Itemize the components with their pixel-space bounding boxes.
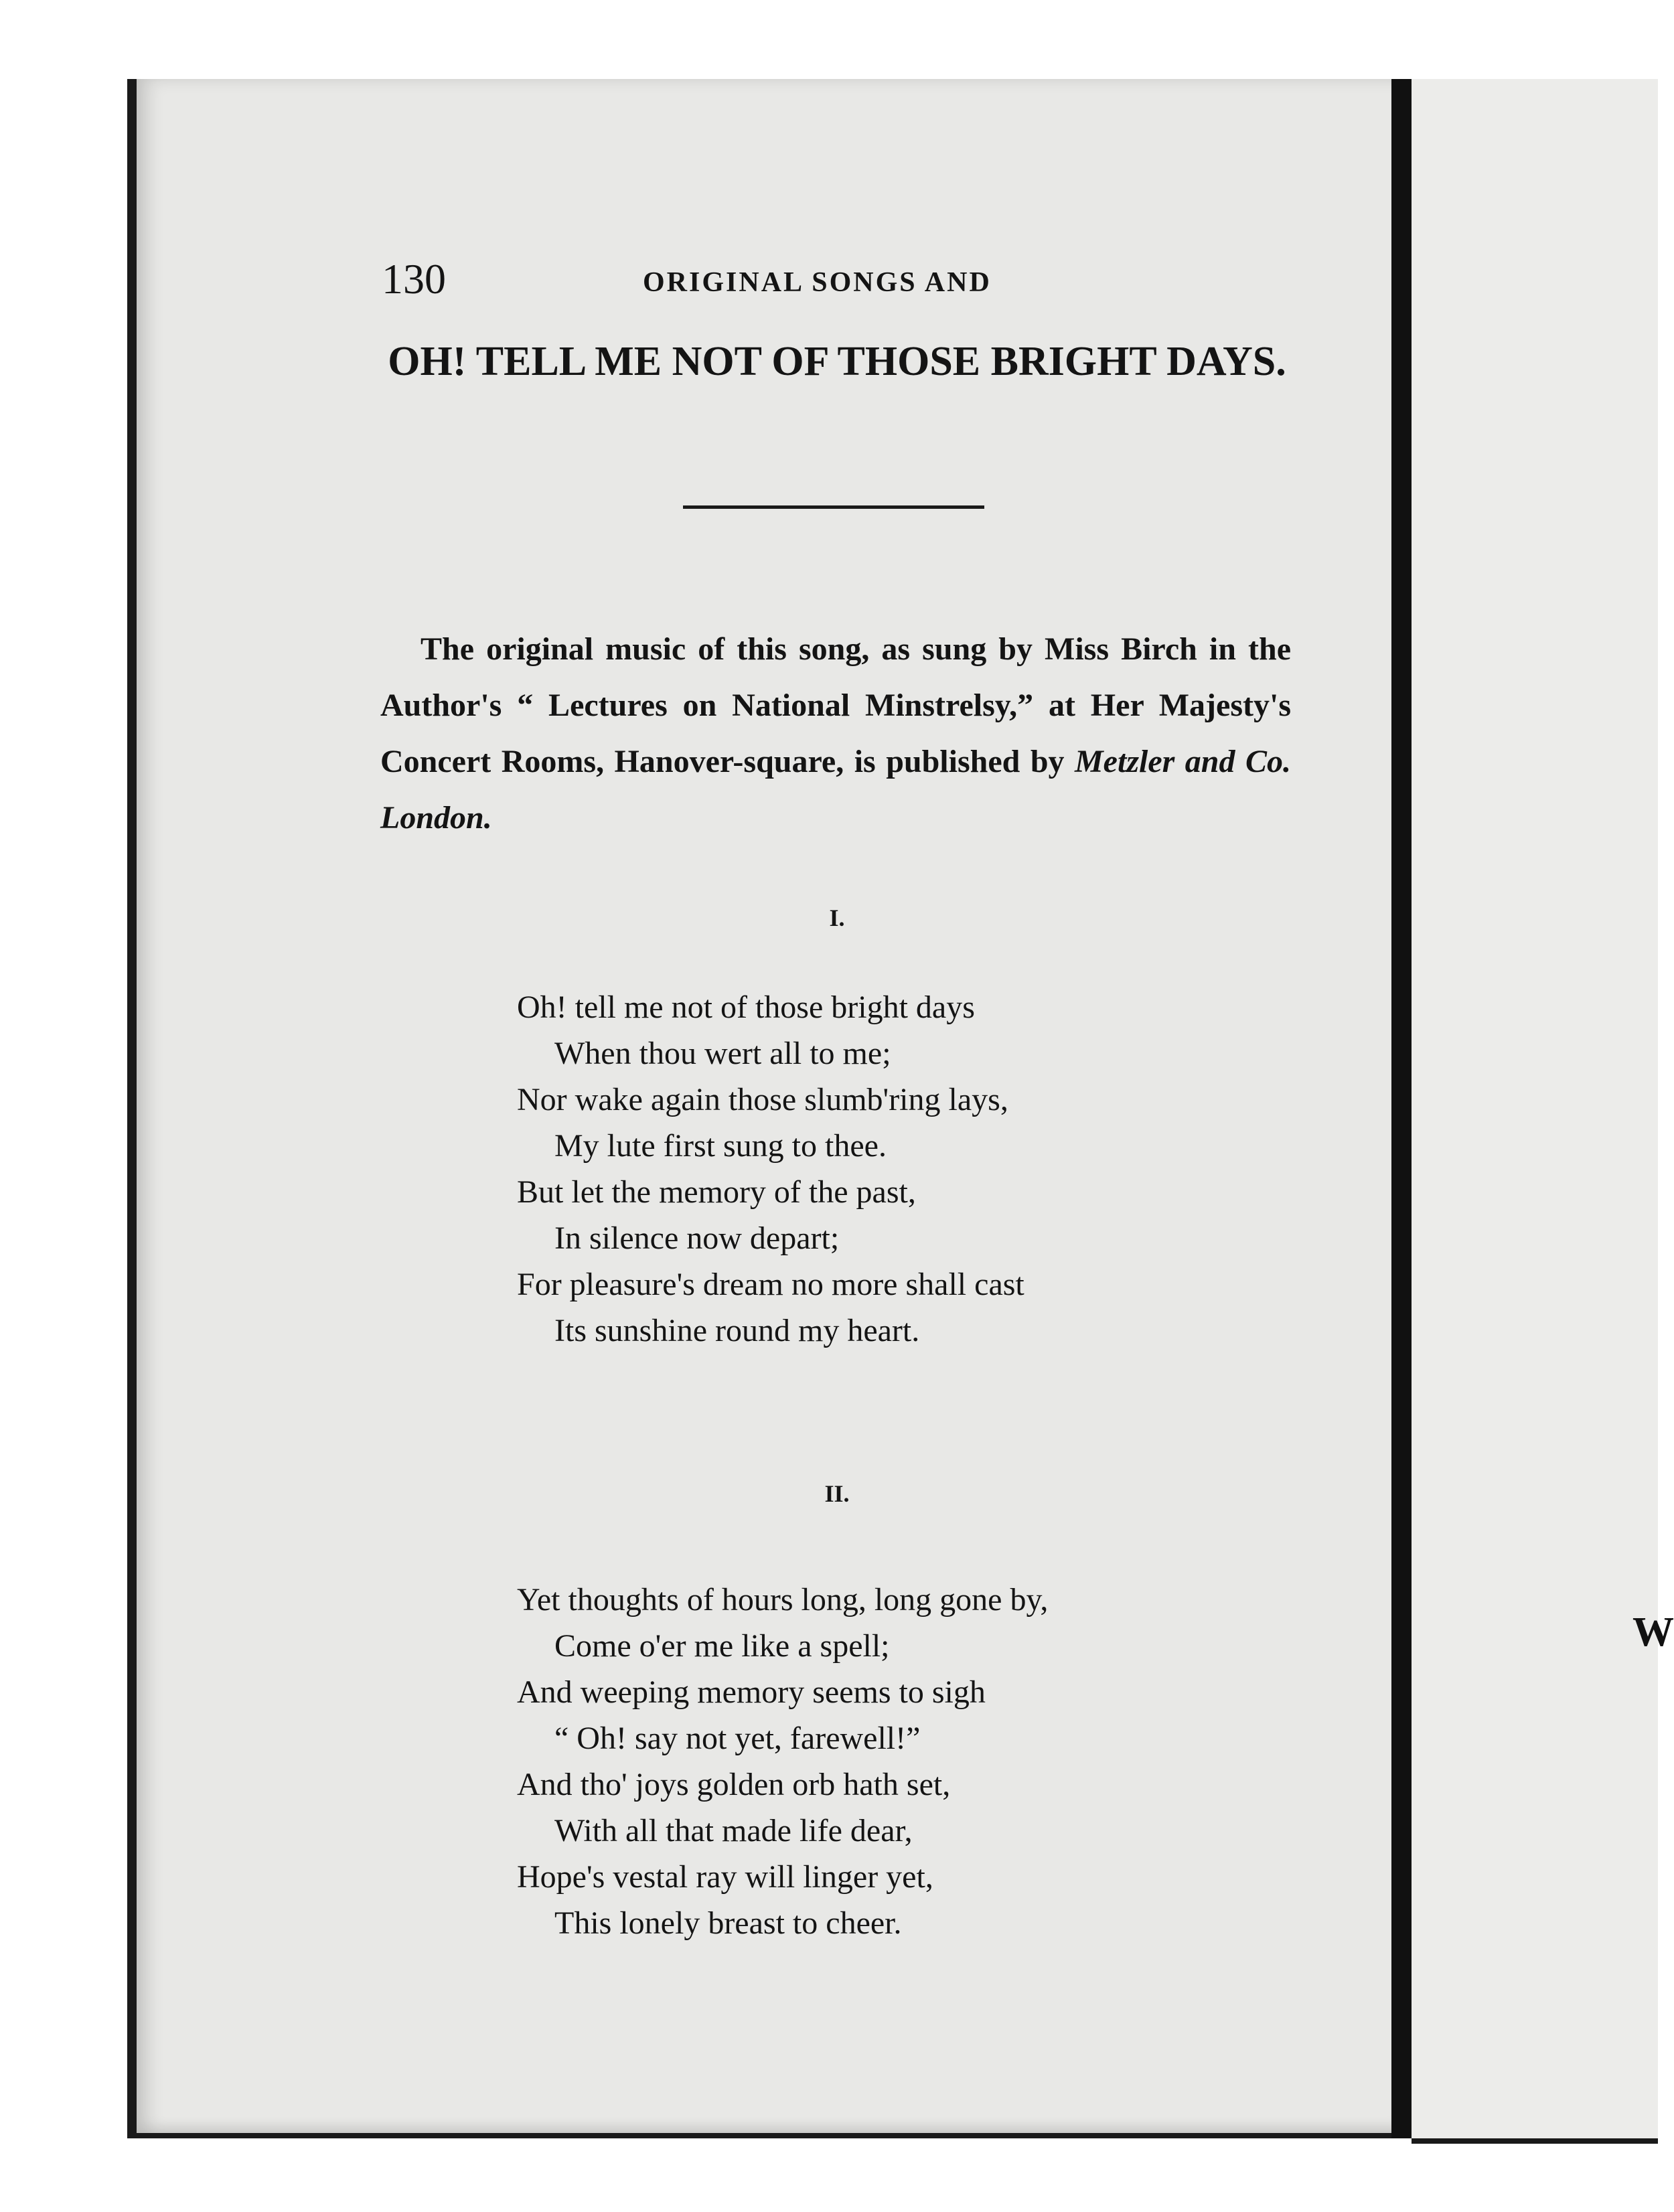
verse-line: With all that made life dear, (554, 1813, 913, 1848)
verse-line: “ Oh! say not yet, farewell!” (554, 1721, 921, 1756)
right-page-fragment: W (1632, 1609, 1674, 1655)
song-title: OH! TELL ME NOT OF THOSE BRIGHT DAYS. (388, 339, 1286, 384)
verse-line: This lonely breast to cheer. (554, 1905, 902, 1941)
verse-line: Hope's vestal ray will linger yet, (517, 1859, 933, 1895)
verse-line: For pleasure's dream no more shall cast (517, 1267, 1024, 1302)
verse-line: Its sunshine round my heart. (554, 1313, 920, 1348)
verse-line: My lute first sung to thee. (554, 1128, 887, 1164)
running-head: ORIGINAL SONGS AND (643, 267, 992, 298)
right-page (1412, 79, 1674, 2144)
stanza-number: II. (824, 1480, 850, 1507)
verse-line: Nor wake again those slumb'ring lays, (517, 1082, 1008, 1117)
verse-line: And weeping memory seems to sigh (517, 1674, 986, 1710)
stanza-number: I. (829, 904, 845, 931)
verse-line: Oh! tell me not of those bright days (517, 990, 975, 1025)
intro-publisher: Metzler and Co. London. (380, 744, 1291, 836)
stanza (517, 984, 1287, 1354)
verse-line: In silence now depart; (554, 1220, 840, 1256)
verse-line: And tho' joys golden orb hath set, (517, 1767, 951, 1802)
verse-line: But let the memory of the past, (517, 1174, 916, 1210)
intro-paragraph (380, 621, 1291, 846)
intro-text: The original music of this song, as sung by Miss Birch in the Author's “ Lectures on National Minstrelsy,” at Her Majesty's Concert Rooms, Hanover-square, is published by (380, 631, 1291, 779)
title-divider (683, 505, 984, 509)
stanza (517, 1577, 1287, 1946)
verse-line: When thou wert all to me; (554, 1036, 891, 1071)
verse-line: Come o'er me like a spell; (554, 1628, 890, 1664)
page-number: 130 (382, 255, 446, 303)
verse-line: Yet thoughts of hours long, long gone by, (517, 1582, 1049, 1617)
book-gutter (1391, 79, 1412, 2138)
